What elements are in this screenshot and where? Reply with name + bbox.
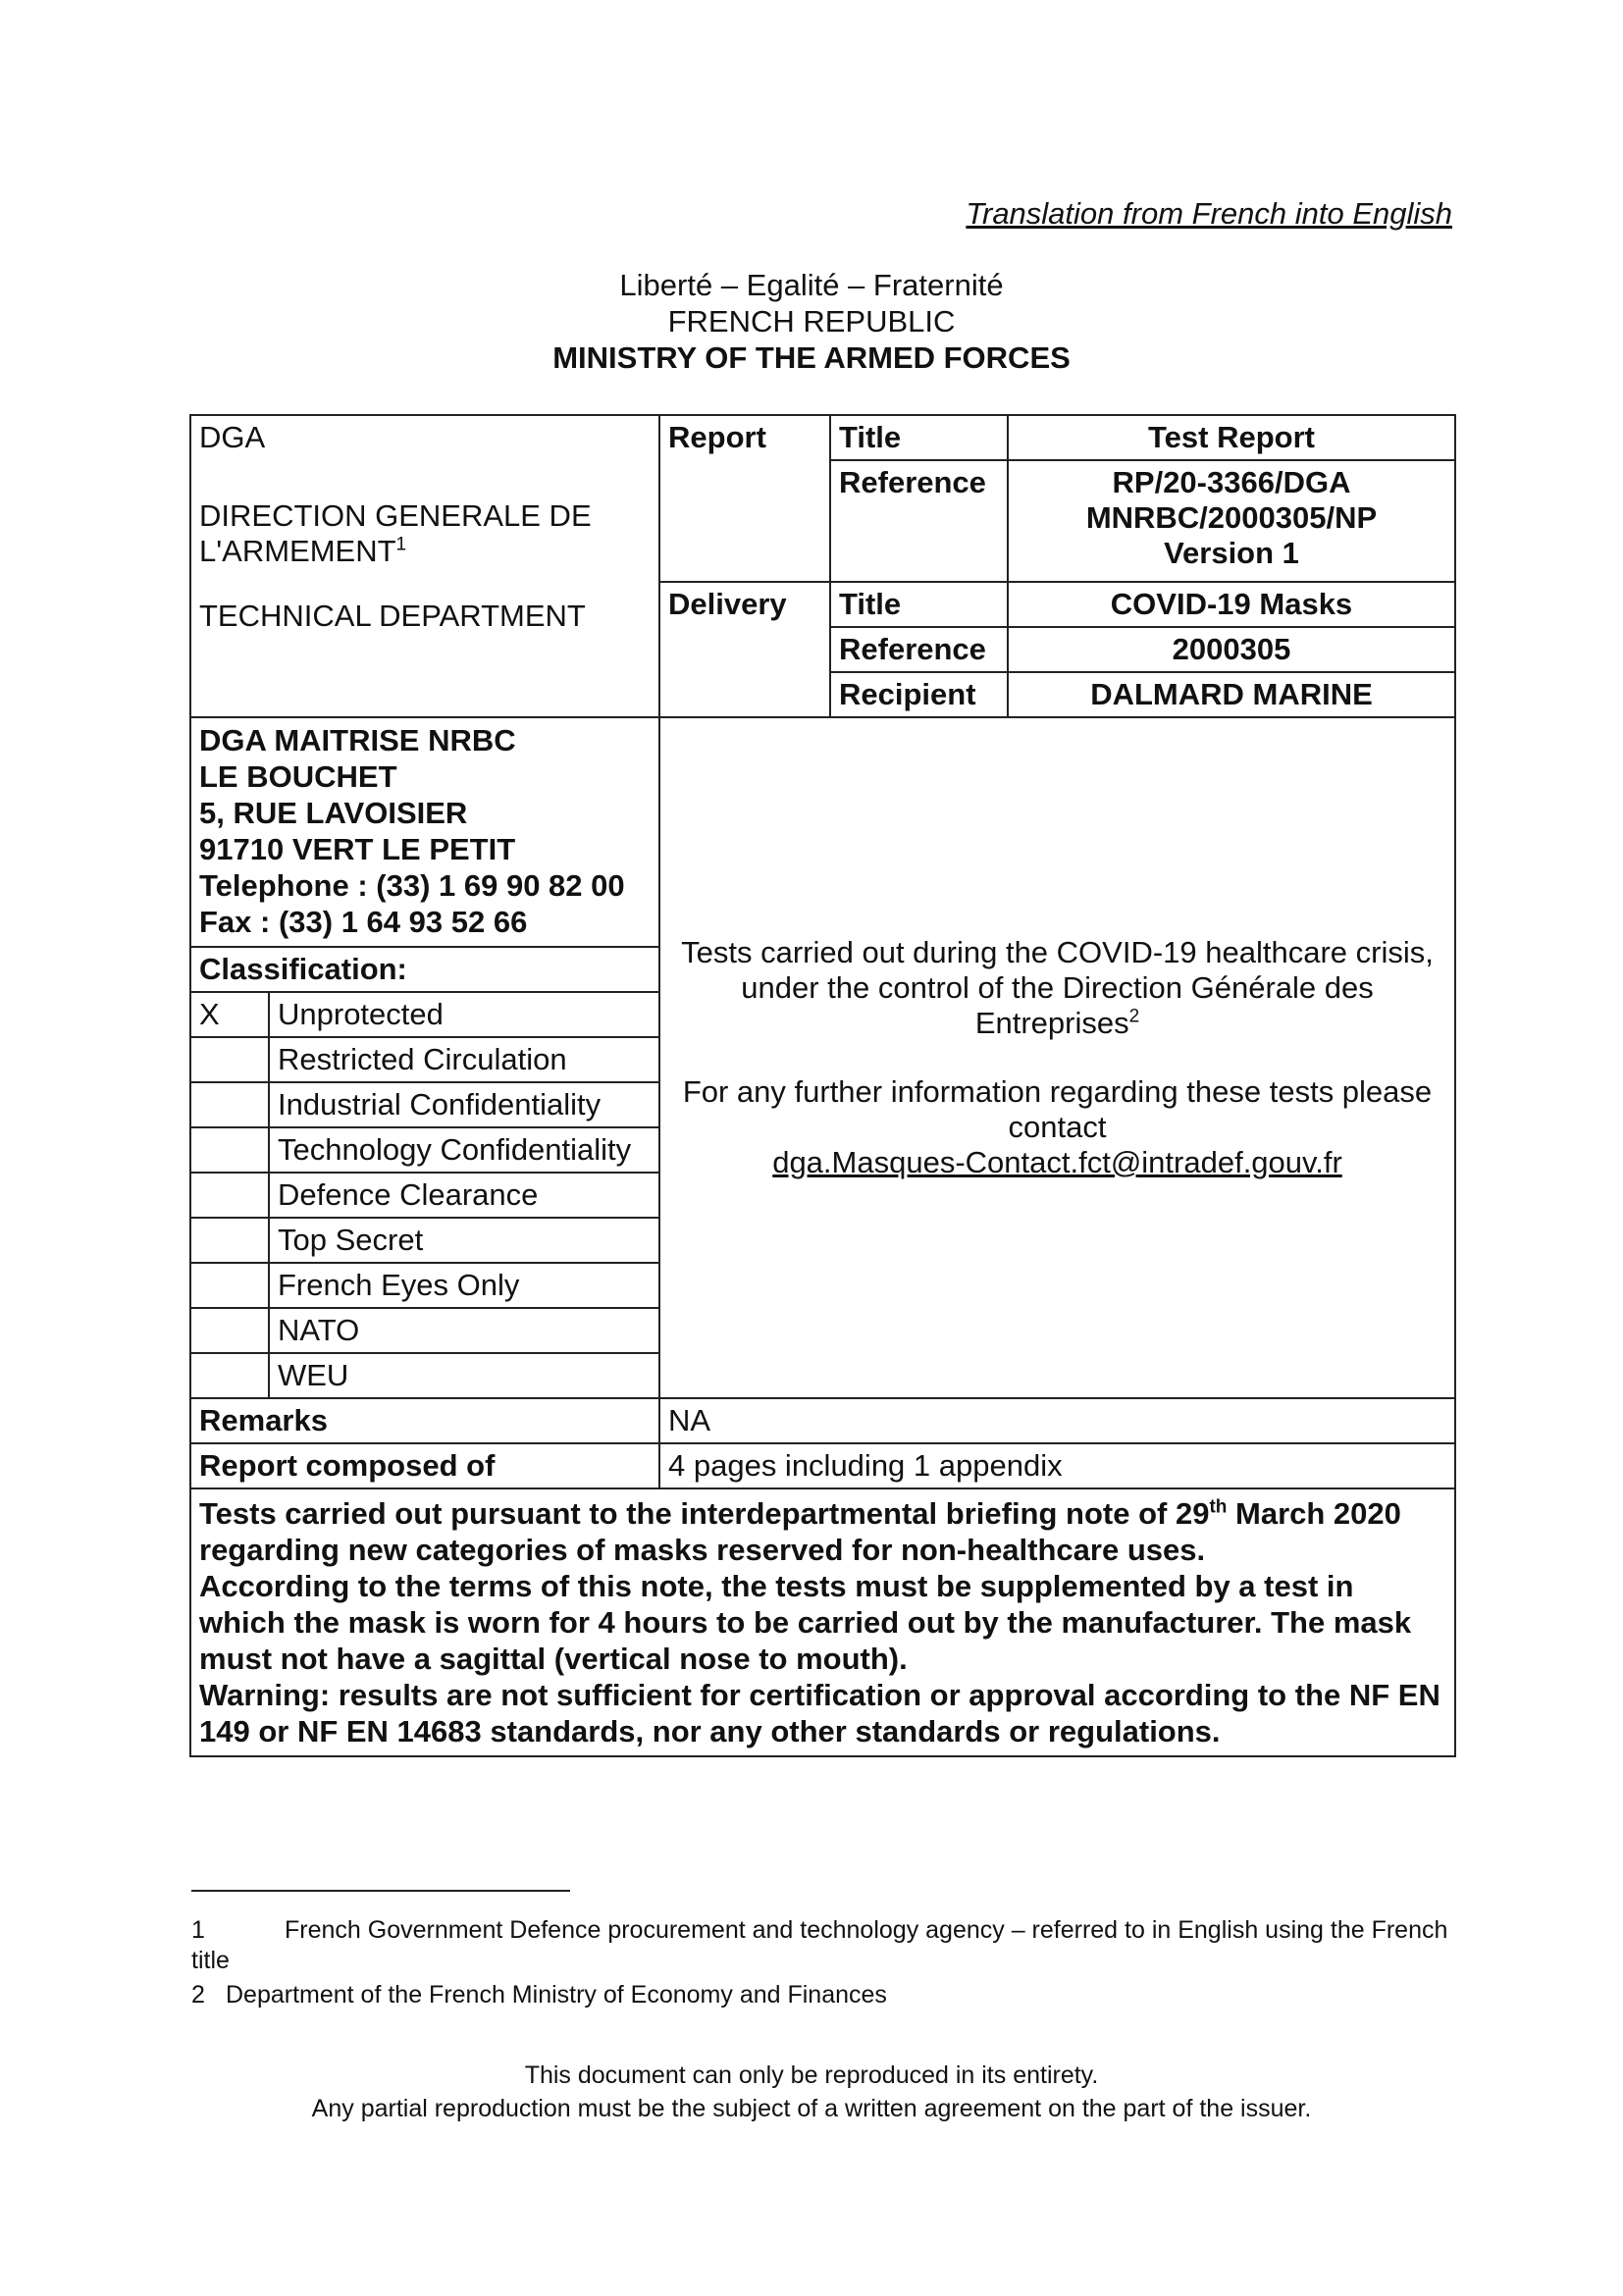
- delivery-reference-label: Reference: [830, 627, 1008, 672]
- motto: Liberté – Egalité – Fraternité: [619, 268, 1004, 302]
- reference-line: Version 1: [1164, 536, 1299, 570]
- report-reference-label: Reference: [830, 460, 1008, 582]
- document-header: [0, 267, 1623, 376]
- classification-option: Technology Confidentiality: [269, 1127, 659, 1173]
- notes-paragraph-1: Tests carried out pursuant to the interdepartmental briefing note of 29th March 2020 regarding new categories of masks reserved for non-healthcare uses.: [199, 1496, 1401, 1567]
- footnote-2: [191, 1980, 1457, 2010]
- issuer-direction: DIRECTION GENERALE DE L'ARMEMENT$^1$: [199, 498, 592, 568]
- classification-option: Unprotected: [269, 992, 659, 1037]
- test-notes: [190, 1488, 1455, 1756]
- footnote-number: 1: [191, 1916, 205, 1944]
- classification-checkbox: [190, 1218, 269, 1263]
- classification-option: Top Secret: [269, 1218, 659, 1263]
- reference-line: RP/20-3366/DGA: [1112, 465, 1351, 499]
- page-footer: [0, 2059, 1623, 2125]
- contact-text: For any further information regarding these tests please contact: [682, 1074, 1433, 1144]
- address-block: [190, 717, 659, 947]
- ministry-name: MINISTRY OF THE ARMED FORCES: [552, 340, 1071, 375]
- classification-option: Defence Clearance: [269, 1173, 659, 1218]
- report-title-value: Test Report: [1008, 415, 1455, 460]
- classification-checkbox: [190, 1127, 269, 1173]
- classification-option: French Eyes Only: [269, 1263, 659, 1308]
- classification-option: Restricted Circulation: [269, 1037, 659, 1082]
- delivery-recipient-label: Recipient: [830, 672, 1008, 717]
- report-title-label: Title: [830, 415, 1008, 460]
- delivery-title-label: Title: [830, 582, 1008, 627]
- address-line: 5, RUE LAVOISIER: [199, 796, 468, 830]
- tests-info-cell: [659, 717, 1455, 1398]
- report-label: Report: [659, 415, 830, 582]
- translation-note: Translation from French into English: [966, 196, 1452, 231]
- classification-checkbox: X: [190, 992, 269, 1037]
- classification-checkbox: [190, 1082, 269, 1127]
- address-telephone: Telephone : (33) 1 69 90 82 00: [199, 868, 625, 903]
- composition-label: Report composed of: [190, 1443, 659, 1488]
- address-line: 91710 VERT LE PETIT: [199, 832, 516, 866]
- footnote-number: 2: [191, 1981, 205, 2009]
- classification-option: Industrial Confidentiality: [269, 1082, 659, 1127]
- address-fax: Fax : (33) 1 64 93 52 66: [199, 905, 528, 939]
- footnote-text: French Government Defence procurement and technology agency – referred to in English using the French title: [191, 1916, 1448, 1974]
- report-reference-value: [1008, 460, 1455, 582]
- address-line: LE BOUCHET: [199, 759, 397, 794]
- issuer-cell: [190, 415, 659, 717]
- classification-checkbox: [190, 1308, 269, 1353]
- classification-checkbox: [190, 1037, 269, 1082]
- classification-label: Classification:: [190, 947, 659, 992]
- footnote-1: [191, 1915, 1457, 1976]
- classification-option: WEU: [269, 1353, 659, 1398]
- notes-warning: Warning: results are not sufficient for certification or approval according to the NF EN 149 or NF EN 14683 standards, nor any other standards or regulations.: [199, 1678, 1440, 1748]
- issuer-department: TECHNICAL DEPARTMENT: [199, 599, 586, 633]
- delivery-recipient-value: DALMARD MARINE: [1008, 672, 1455, 717]
- classification-checkbox: [190, 1353, 269, 1398]
- footnote-text: Department of the French Ministry of Economy and Finances: [226, 1981, 887, 2009]
- delivery-reference-value: 2000305: [1008, 627, 1455, 672]
- reference-line: MNRBC/2000305/NP: [1085, 500, 1378, 535]
- footer-line-2: Any partial reproduction must be the subject of a written agreement on the part of the issuer.: [311, 2095, 1312, 2122]
- issuer-dga: DGA: [199, 420, 266, 454]
- delivery-label: Delivery: [659, 582, 830, 717]
- classification-option: NATO: [269, 1308, 659, 1353]
- report-header-table: [189, 414, 1456, 1757]
- composition-value: 4 pages including 1 appendix: [659, 1443, 1455, 1488]
- contact-email-link[interactable]: dga.Masques-Contact.fct@intradef.gouv.fr: [772, 1145, 1342, 1179]
- republic-name: FRENCH REPUBLIC: [667, 304, 956, 339]
- tests-info-text: Tests carried out during the COVID-19 healthcare crisis, under the control of the Direction Générale des Entreprises$^2$: [681, 935, 1434, 1040]
- classification-checkbox: [190, 1263, 269, 1308]
- remarks-label: Remarks: [190, 1398, 659, 1443]
- footnote-separator: [191, 1890, 570, 1892]
- footnote-ref-1: 1: [395, 534, 407, 555]
- footnote-ref-2: 2: [1128, 1006, 1140, 1027]
- delivery-title-value: COVID-19 Masks: [1008, 582, 1455, 627]
- footer-line-1: This document can only be reproduced in its entirety.: [524, 2061, 1099, 2089]
- address-line: DGA MAITRISE NRBC: [199, 723, 516, 757]
- classification-checkbox: [190, 1173, 269, 1218]
- notes-paragraph-2: According to the terms of this note, the tests must be supplemented by a test in which the mask is worn for 4 hours to be carried out by the manufacturer. The mask must not have a sagittal (vertical nose to mouth).: [199, 1569, 1412, 1676]
- remarks-value: NA: [659, 1398, 1455, 1443]
